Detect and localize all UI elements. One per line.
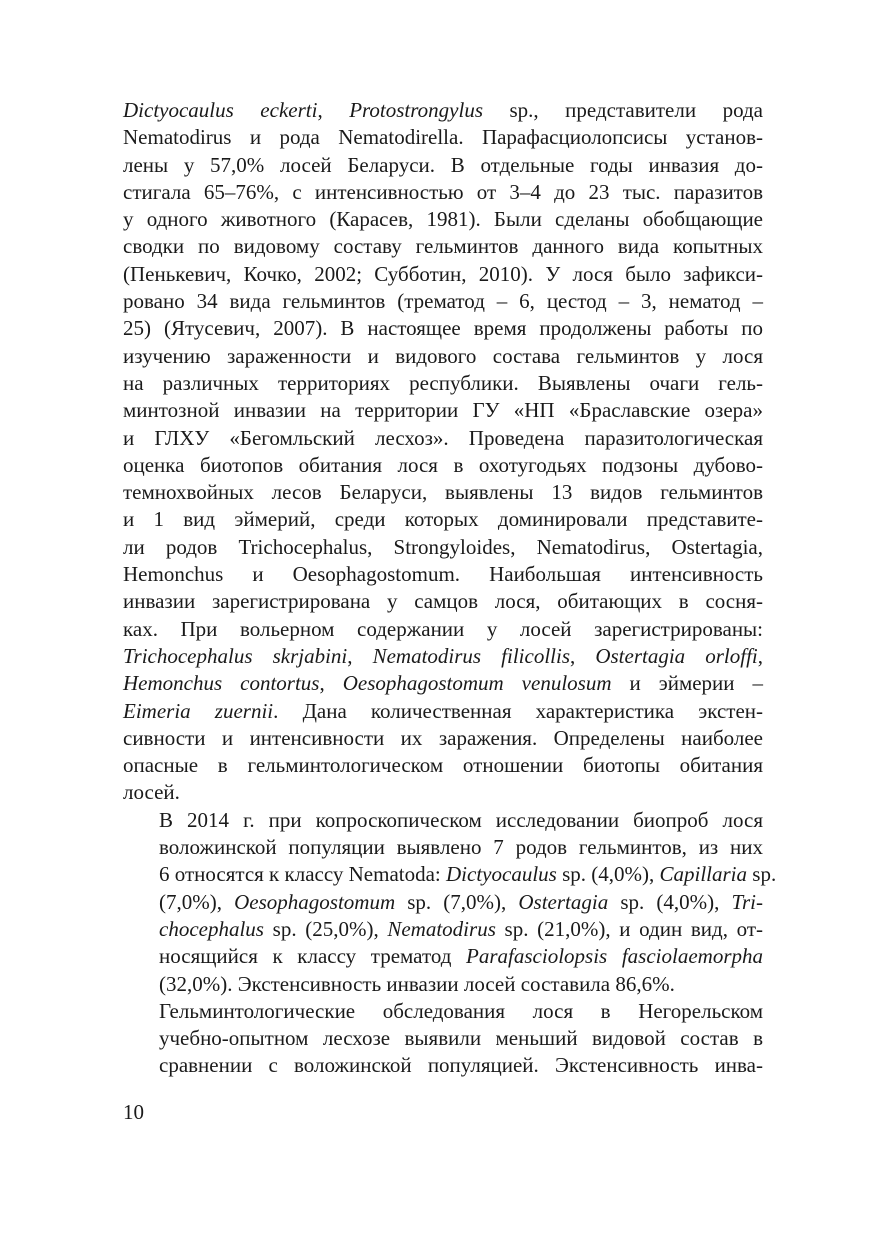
- text-run: Hemonchus и Oesophagostomum. Наибольшая интенсивность: [123, 562, 763, 587]
- text-line: [123, 233, 763, 260]
- text-line: [123, 807, 763, 834]
- italic-term: Eimeria zuernii: [123, 698, 274, 723]
- italic-term: Nematodirus filicollis: [372, 643, 570, 668]
- text-line: [123, 452, 763, 479]
- italic-term: Oesophagostomum venulosum: [342, 671, 612, 696]
- text-line: [123, 506, 763, 533]
- text-line: [123, 152, 763, 179]
- text-line: [123, 479, 763, 506]
- text-run: ,: [347, 643, 373, 668]
- text-run: sp. (21,0%), и один вид, от-: [495, 916, 763, 941]
- text-line: [123, 1025, 763, 1052]
- text-run: Гельминтологические обследования лося в Негорельском: [159, 998, 763, 1023]
- text-run: (Пенькевич, Кочко, 2002; Субботин, 2010). У лося было зафикси-: [123, 261, 763, 286]
- text-line: [123, 725, 763, 752]
- text-run: у одного животного (Карасев, 1981). Были сделаны обобщающие: [123, 207, 763, 232]
- text-line: [123, 343, 763, 370]
- italic-term: Capillaria: [659, 862, 748, 887]
- text-run: Nematodirus и рода Nematodirella. Парафасциолопсисы установ-: [123, 125, 763, 150]
- italic-term: Nematodirus: [387, 916, 496, 941]
- italic-term: Ostertagia orloffi: [595, 643, 758, 668]
- text-run: ,: [317, 98, 350, 122]
- text-run: . Дана количественная характеристика экстен-: [273, 698, 763, 723]
- text-line: [123, 97, 763, 124]
- text-run: 6 относятся к классу Nematoda:: [159, 862, 447, 887]
- text-run: на различных территориях республики. Выявлены очаги гель-: [123, 370, 763, 395]
- text-line: [123, 779, 763, 806]
- text-line: [123, 534, 763, 561]
- text-line: [123, 670, 763, 697]
- text-run: sp.: [747, 862, 777, 887]
- italic-term: Hemonchus contortus: [123, 671, 320, 696]
- text-run: инвазии зарегистрирована у самцов лося, обитающих в сосня-: [123, 589, 763, 614]
- text-run: ках. При вольерном содержании у лосей зарегистрированы:: [123, 616, 763, 641]
- text-run: ,: [570, 643, 596, 668]
- italic-term: Oesophagostomum: [234, 889, 396, 914]
- text-run: воложинской популяции выявлено 7 родов гельминтов, из них: [159, 835, 763, 860]
- text-line: [123, 588, 763, 615]
- text-run: лосей.: [123, 780, 180, 805]
- italic-term: Protostrongylus: [349, 98, 483, 122]
- italic-term: Parafasciolopsis fasciolaemorpha: [466, 944, 763, 969]
- text-run: темнохвойных лесов Беларуси, выявлены 13 видов гельминтов: [123, 480, 763, 505]
- text-line: [123, 397, 763, 424]
- text-run: ,: [319, 671, 343, 696]
- text-line: [123, 998, 763, 1025]
- text-line: [123, 561, 763, 588]
- text-line: [123, 370, 763, 397]
- text-line: [123, 916, 763, 943]
- italic-term: Dictyocaulus: [446, 862, 557, 887]
- italic-term: Tri-: [731, 889, 764, 914]
- text-line: [123, 752, 763, 779]
- text-run: и эймерии –: [611, 671, 764, 696]
- text-run: В 2014 г. при копроскопическом исследовании биопроб лося: [159, 807, 763, 832]
- italic-term: Trichocephalus skrjabini: [123, 643, 348, 668]
- text-run: оценка биотопов обитания лося в охотугодьях подзоны дубово-: [123, 452, 763, 477]
- text-line: [123, 425, 763, 452]
- page-number: 10: [123, 1100, 144, 1124]
- text-run: (32,0%). Экстенсивность инвазии лосей составила 86,6%.: [159, 971, 675, 996]
- text-run: и ГЛХУ «Бегомльский лесхоз». Проведена паразитологическая: [123, 425, 763, 450]
- italic-term: Dictyocaulus eckerti: [123, 98, 318, 122]
- text-run: sp. (4,0%),: [608, 889, 732, 914]
- text-line: [123, 834, 763, 861]
- text-line: [123, 124, 763, 151]
- text-line: [123, 179, 763, 206]
- text-run: сивности и интенсивности их заражения. Определены наиболее: [123, 725, 763, 750]
- paragraph-1: [123, 97, 763, 807]
- text-run: носящийся к классу трематод: [159, 944, 467, 969]
- italic-term: Ostertagia: [518, 889, 609, 914]
- italic-term: chocephalus: [159, 916, 264, 941]
- text-run: 25) (Ятусевич, 2007). В настоящее время продолжены работы по: [123, 316, 763, 341]
- text-run: (7,0%),: [159, 889, 235, 914]
- text-run: ровано 34 вида гельминтов (трематод – 6, цестод – 3, нематод –: [123, 289, 763, 314]
- text-run: сравнении с воложинской популяцией. Экстенсивность инва-: [159, 1053, 763, 1078]
- text-line: [123, 288, 763, 315]
- text-run: sp., представители рода: [483, 98, 764, 122]
- text-run: sp. (7,0%),: [395, 889, 519, 914]
- text-line: [123, 1052, 763, 1079]
- text-line: [123, 315, 763, 342]
- paragraph-3: [123, 998, 763, 1080]
- text-run: изучению зараженности и видового состава гельминтов у лося: [123, 343, 763, 368]
- text-run: sp. (4,0%),: [556, 862, 660, 887]
- text-run: и 1 вид эймерий, среди которых доминировали представите-: [123, 507, 763, 532]
- text-line: [123, 971, 763, 998]
- text-run: учебно-опытном лесхозе выявили меньший видовой состав в: [159, 1026, 763, 1051]
- text-run: опасные в гельминтологическом отношении биотопы обитания: [123, 753, 763, 778]
- text-line: [123, 261, 763, 288]
- text-run: минтозной инвазии на территории ГУ «НП «Браславские озера»: [123, 398, 763, 423]
- text-line: [123, 616, 763, 643]
- page-body: [123, 97, 777, 1080]
- text-line: [123, 943, 763, 970]
- text-run: sp. (25,0%),: [263, 916, 388, 941]
- text-line: [123, 698, 763, 725]
- text-run: сводки по видовому составу гельминтов данного вида копытных: [123, 234, 763, 259]
- text-run: лены у 57,0% лосей Беларуси. В отдельные годы инвазия до-: [123, 152, 763, 177]
- text-line: [123, 861, 777, 888]
- text-run: ,: [757, 643, 763, 668]
- text-run: ли родов Trichocephalus, Strongyloides, Nematodirus, Ostertagia,: [123, 534, 763, 559]
- text-line: [123, 889, 763, 916]
- text-line: [123, 206, 763, 233]
- text-line: [123, 643, 763, 670]
- text-run: стигала 65–76%, с интенсивностью от 3–4 до 23 тыс. паразитов: [123, 179, 763, 204]
- paragraph-2: [123, 807, 777, 998]
